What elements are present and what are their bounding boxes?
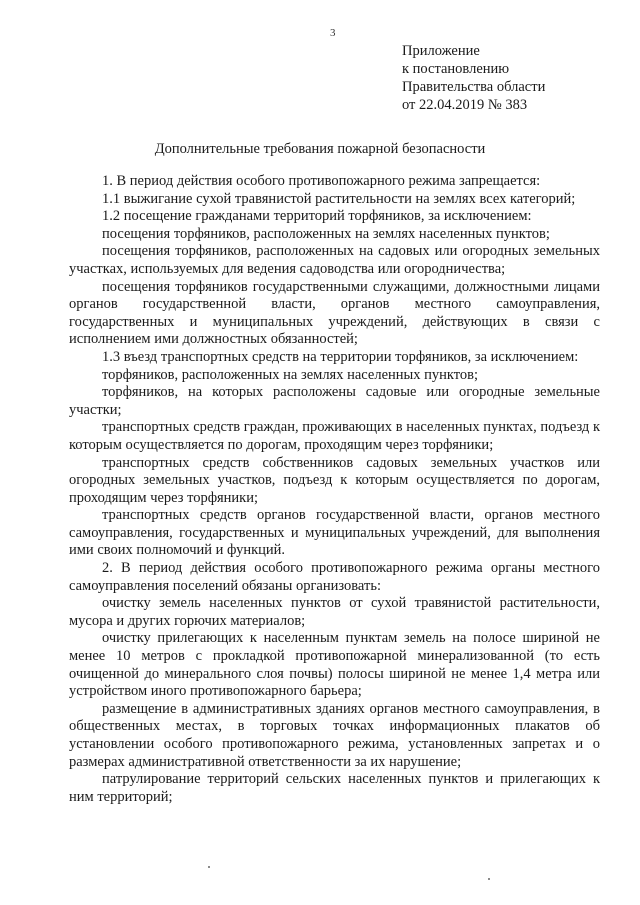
paragraph: размещение в административных зданиях органов местного самоуправления, в общественных местах, в торговых точках информационных плакатов об установлении особого противопожарного режима, установленных запретах и о размерах административной ответственности за их нарушение; <box>69 700 600 770</box>
paragraph: посещения торфяников, расположенных на землях населенных пунктов; <box>102 225 550 242</box>
scan-speck <box>208 866 210 868</box>
appendix-header <box>402 42 545 114</box>
paragraph: торфяников, на которых расположены садовые или огородные земельные участки; <box>69 384 600 418</box>
paragraph: посещения торфяников государственными служащими, должностными лицами органов государственной власти, органов местного самоуправления, государственных и муниципальных учреждений, действующих в связи с исполнением ими должностных обязанностей; <box>69 278 600 348</box>
paragraph: патрулирование территорий сельских населенных пунктов и прилегающих к ним территорий; <box>69 771 600 805</box>
paragraph: транспортных средств собственников садовых земельных участков или огородных земельных участков, подъезд к которым осуществляется по дорогам, проходящим через торфяники; <box>69 454 600 506</box>
appendix-line: Приложение <box>402 43 480 59</box>
paragraph: 2. В период действия особого противопожарного режима органы местного самоуправления поселений обязаны организовать: <box>69 560 600 594</box>
paragraph: посещения торфяников, расположенных на садовых или огородных земельных участках, используемых для ведения садоводства или огородничества; <box>69 243 600 277</box>
document-body <box>69 173 600 806</box>
paragraph: 1.2 посещение гражданами территорий торфяников, за исключением: <box>102 208 532 225</box>
paragraph: транспортных средств органов государственной власти, органов местного самоуправления, государственных и муниципальных учреждений, для выполнения ими своих полномочий и функций. <box>69 507 600 559</box>
document-title: Дополнительные требования пожарной безопасности <box>154 141 486 157</box>
paragraph: 1. В период действия особого противопожарного режима запрещается: <box>102 173 541 189</box>
paragraph: очистку земель населенных пунктов от сухой травянистой растительности, мусора и других горючих материалов; <box>69 595 600 629</box>
page-number: 3 <box>330 27 336 39</box>
appendix-line: Правительства области <box>402 79 546 95</box>
paragraph: 1.3 въезд транспортных средств на территории торфяников, за исключением: <box>102 348 579 365</box>
scan-speck <box>488 878 490 880</box>
appendix-line: к постановлению <box>402 61 510 77</box>
paragraph: торфяников, расположенных на землях населенных пунктов; <box>102 366 479 383</box>
appendix-line: от 22.04.2019 № 383 <box>402 97 528 113</box>
paragraph: очистку прилегающих к населенным пунктам земель на полосе шириной не менее 10 метров с прокладкой противопожарной минерализованной (то есть очищенной до минерального слоя почвы) полосы шириной не менее 1,4 метра или устройством иного противопожарного барьера; <box>69 630 600 700</box>
paragraph: 1.1 выжигание сухой травянистой растительности на землях всех категорий; <box>102 190 576 207</box>
paragraph: транспортных средств граждан, проживающих в населенных пунктах, подъезд к которым осуществляется по дорогам, проходящим через торфяники; <box>69 419 600 453</box>
